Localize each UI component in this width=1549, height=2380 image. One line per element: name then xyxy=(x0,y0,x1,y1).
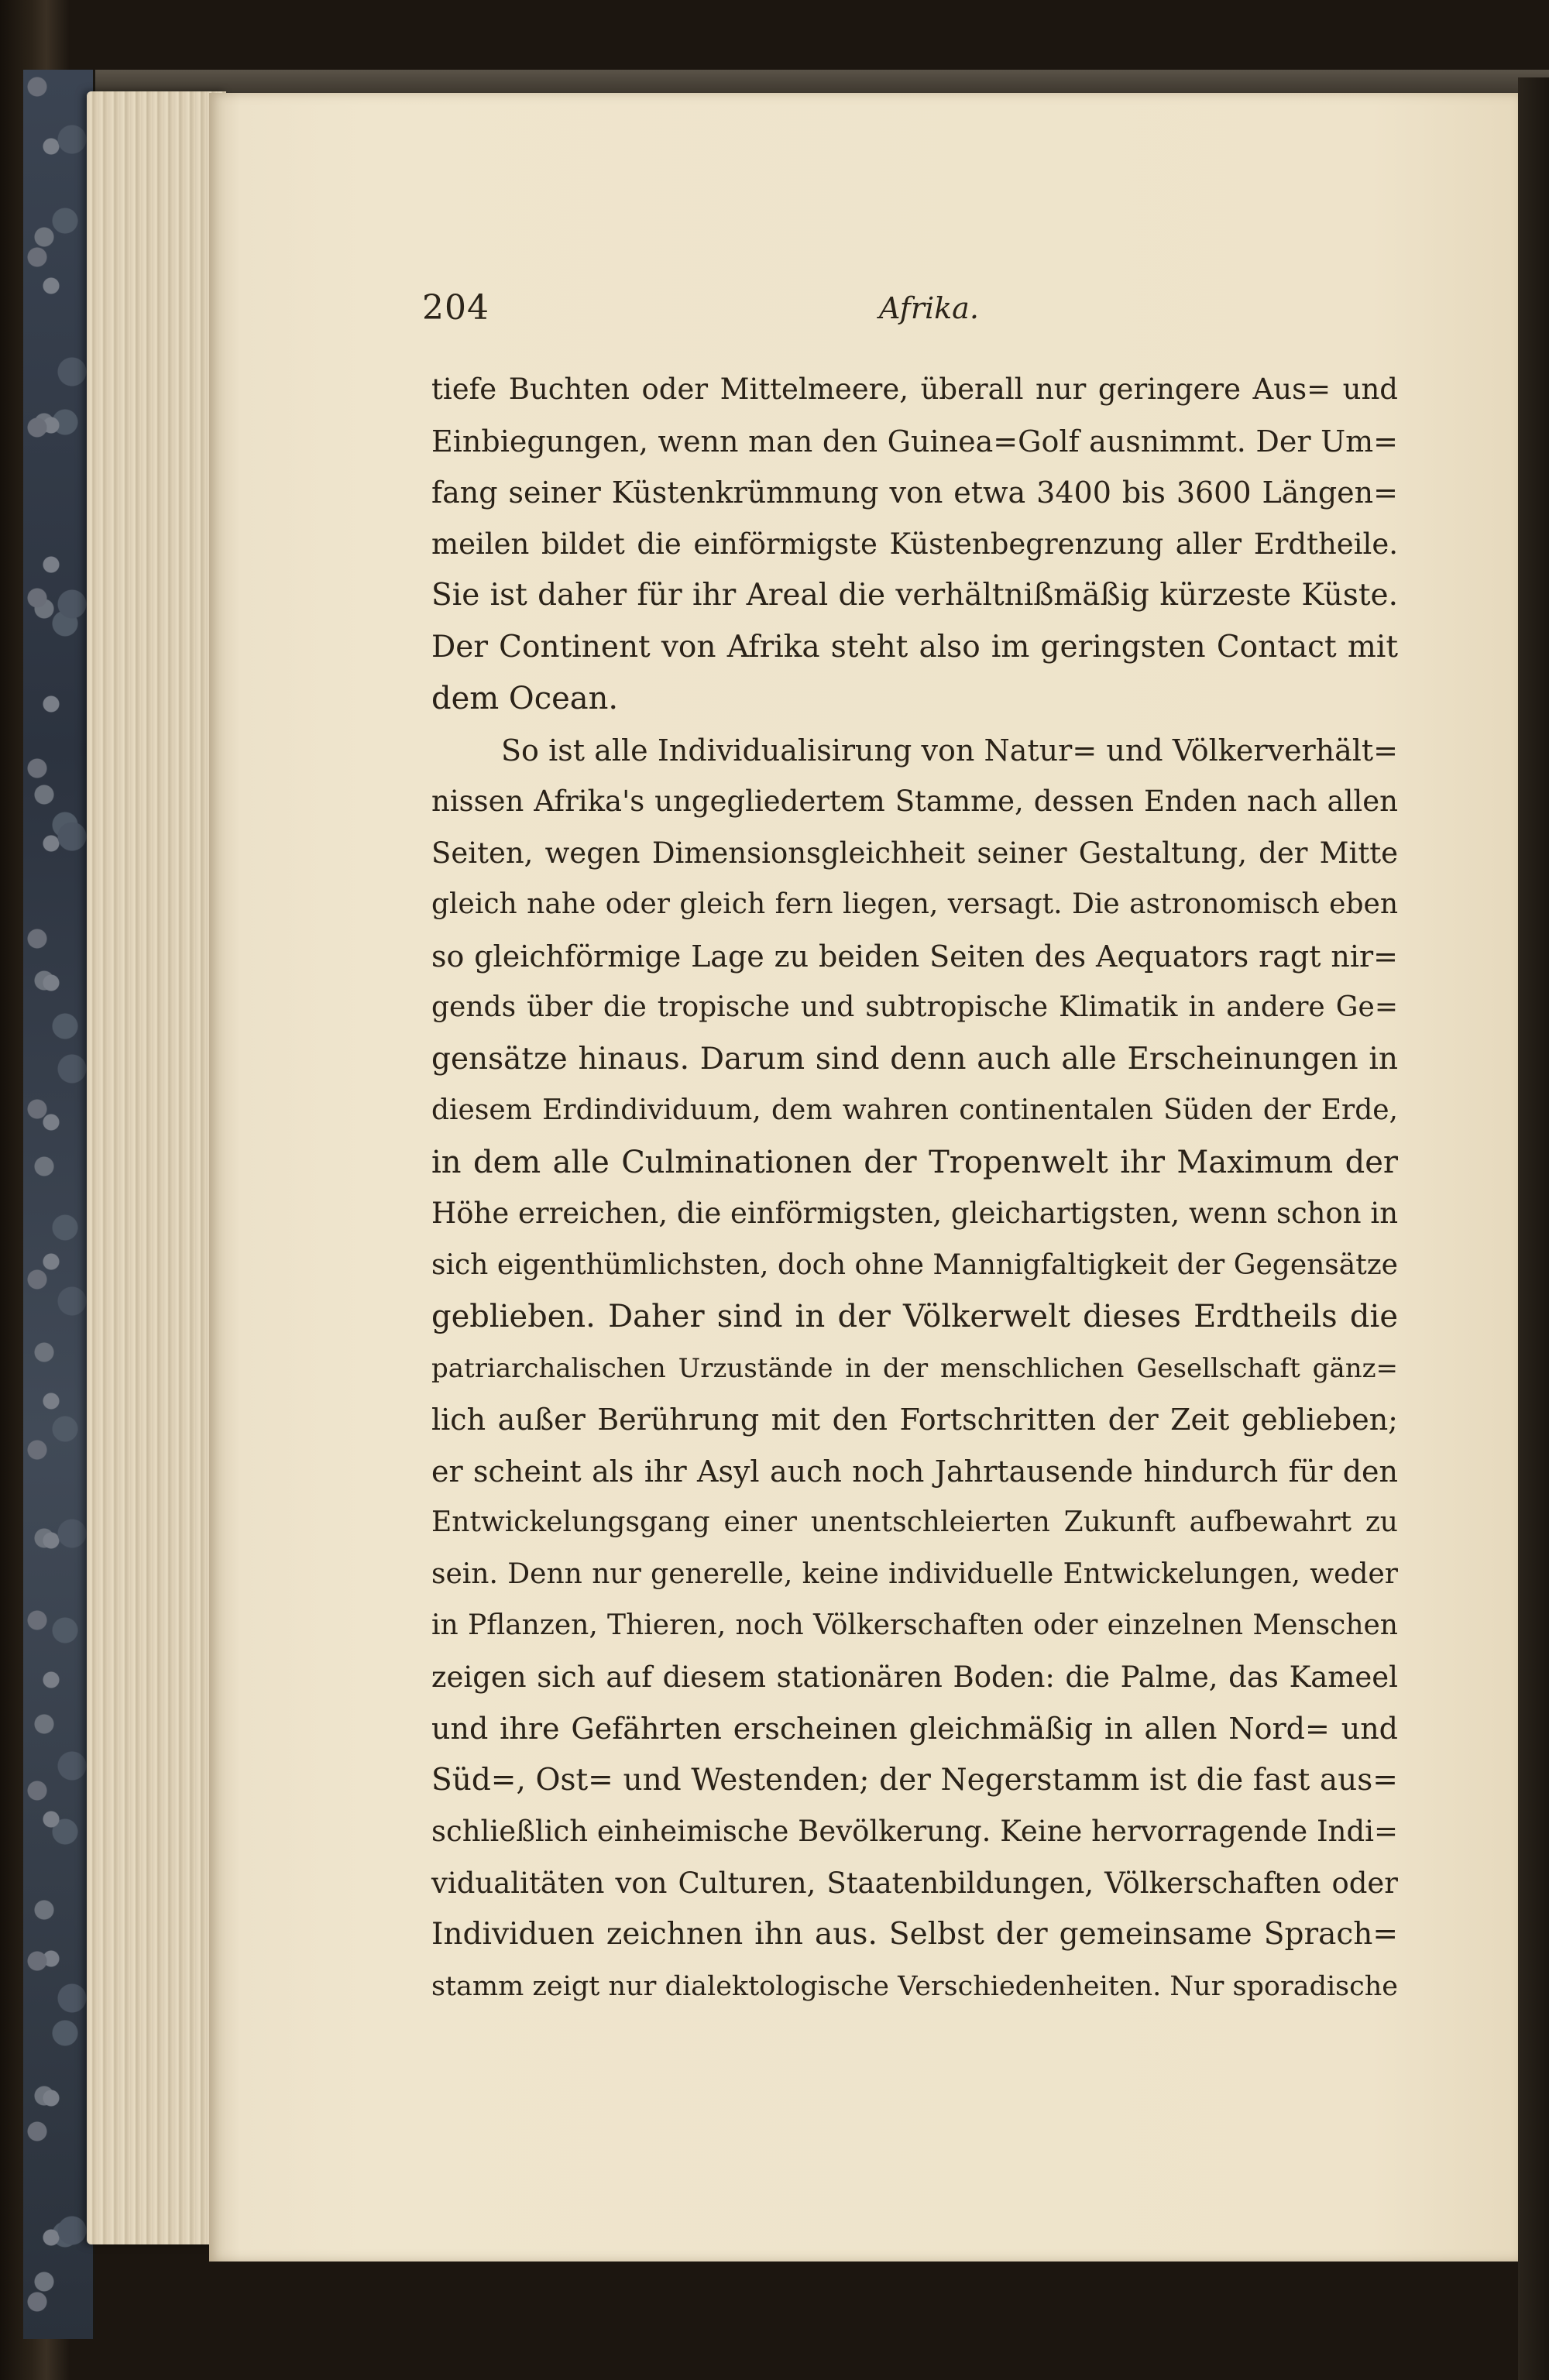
text-line: dem Ocean. xyxy=(431,681,619,716)
text-line: Einbiegungen, wenn man den Guinea=Golf ausnimmt. Der Um= xyxy=(431,424,1398,458)
text-line: tiefe Buchten oder Mittelmeere, überall nur geringere Aus= und xyxy=(431,373,1398,406)
text-line: er scheint als ihr Asyl auch noch Jahrtausende hindurch für den xyxy=(431,1454,1398,1489)
text-line: zeigen sich auf diesem stationären Boden: die Palme, das Kameel xyxy=(431,1660,1398,1694)
body-text xyxy=(431,364,1398,2012)
text-line: Sie ist daher für ihr Areal die verhältnißmäßig kürzeste Küste. xyxy=(431,578,1398,613)
text-line: gensätze hinaus. Darum sind denn auch alle Erscheinungen in xyxy=(431,1041,1398,1077)
text-line: patriarchalischen Urzustände in der menschlichen Gesellschaft gänz= xyxy=(431,1352,1398,1384)
text-line: fang seiner Küstenkrümmung von etwa 3400 bis 3600 Längen= xyxy=(431,476,1398,510)
page-header xyxy=(422,288,1390,335)
text-line: vidualitäten von Culturen, Staatenbildungen, Völkerschaften oder xyxy=(431,1866,1398,1900)
text-line: Der Continent von Afrika steht also im geringsten Contact mit xyxy=(431,629,1398,665)
text-line: und ihre Gefährten erscheinen gleichmäßig in allen Nord= und xyxy=(431,1712,1398,1746)
page-number: 204 xyxy=(422,288,489,328)
text-line: meilen bildet die einförmigste Küstenbegrenzung aller Erdtheile. xyxy=(431,527,1398,561)
text-line: in dem alle Culminationen der Tropenwelt ihr Maximum der xyxy=(431,1144,1398,1180)
text-line: nissen Afrika's ungegliedertem Stamme, dessen Enden nach allen xyxy=(431,785,1398,818)
page-edges xyxy=(87,91,226,2244)
text-line: gends über die tropische und subtropische Klimatik in andere Ge= xyxy=(431,991,1398,1023)
text-line: geblieben. Daher sind in der Völkerwelt dieses Erdtheils die xyxy=(431,1299,1398,1334)
text-line: lich außer Berührung mit den Fortschritten der Zeit geblieben; xyxy=(431,1403,1398,1437)
text-line: stamm zeigt nur dialektologische Verschiedenheiten. Nur sporadische xyxy=(431,1970,1398,2002)
text-line: sich eigenthümlichsten, doch ohne Mannigfaltigkeit der Gegensätze xyxy=(431,1248,1398,1281)
text-line: Seiten, wegen Dimensionsgleichheit seiner Gestaltung, der Mitte xyxy=(431,836,1398,870)
text-line: Individuen zeichnen ihn aus. Selbst der gemeinsame Sprach= xyxy=(431,1917,1398,1952)
text-line: schließlich einheimische Bevölkerung. Keine hervorragende Indi= xyxy=(431,1815,1398,1848)
text-line: sein. Denn nur generelle, keine individuelle Entwickelungen, weder xyxy=(431,1557,1398,1590)
text-line: in Pflanzen, Thieren, noch Völkerschaften oder einzelnen Menschen xyxy=(431,1609,1398,1641)
text-line: so gleichförmige Lage zu beiden Seiten des Aequators ragt nir= xyxy=(431,939,1398,974)
text-line: Entwickelungsgang einer unentschleierten Zukunft aufbewahrt zu xyxy=(431,1506,1398,1538)
book-binding-top xyxy=(77,70,1549,94)
running-head: Afrika. xyxy=(879,291,979,325)
text-line: So ist alle Individualisirung von Natur= und Völkerverhält= xyxy=(501,733,1398,768)
text-line: Süd=, Ost= und Westenden; der Negerstamm ist die fast aus= xyxy=(431,1762,1398,1798)
text-line: Höhe erreichen, die einförmigsten, gleichartigsten, wenn schon in xyxy=(431,1197,1399,1230)
text-line: gleich nahe oder gleich fern liegen, versagt. Die astronomisch eben xyxy=(431,888,1398,920)
right-page-edge xyxy=(1518,77,1549,2380)
text-line: diesem Erdindividuum, dem wahren continentalen Süden der Erde, xyxy=(431,1094,1398,1126)
marbled-cover xyxy=(23,70,95,2339)
